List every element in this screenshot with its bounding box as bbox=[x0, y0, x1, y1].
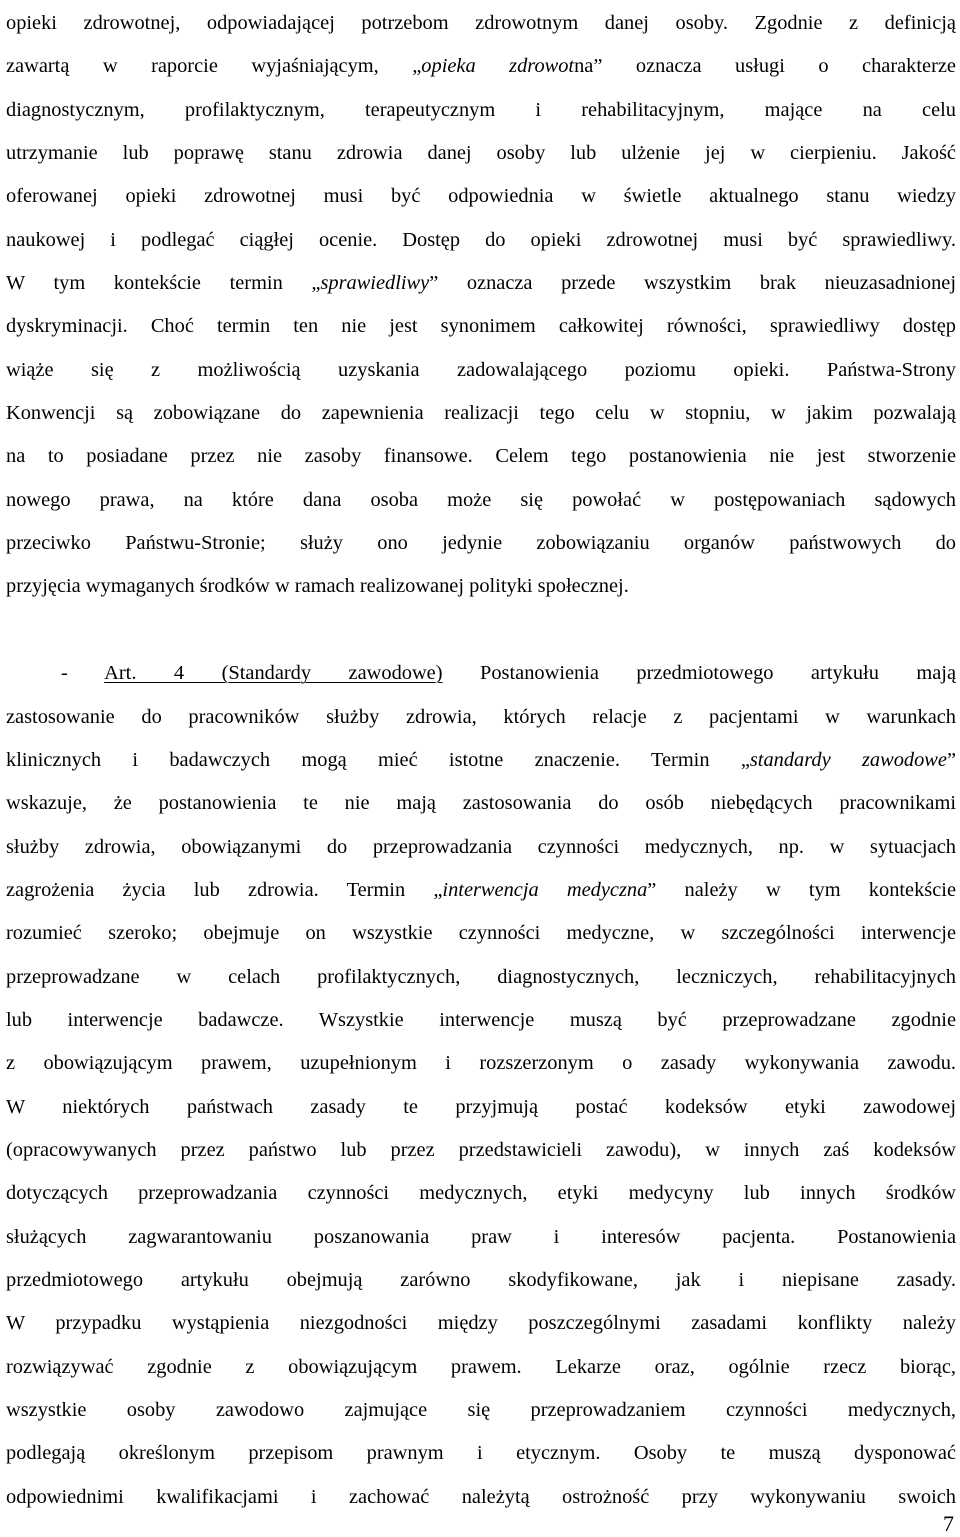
text-line: służby zdrowia, obowiązanymi do przeprowadzania czynności medycznych, np. w sytuacjach bbox=[6, 835, 956, 858]
text-line: rozumieć szeroko; obejmuje on wszystkie czynności medyczne, w szczególności interwencje bbox=[6, 922, 956, 945]
italic-term: opieka zdrowot bbox=[421, 55, 575, 78]
italic-term: interwencja medyczna bbox=[442, 878, 648, 901]
italic-term: standardy zawodowe bbox=[749, 748, 947, 771]
text-line: Konwencji są zobowiązane do zapewnienia realizacji tego celu w stopniu, w jakim pozwalają bbox=[6, 402, 956, 425]
text-line: naukowej i podlegać ciągłej ocenie. Dostęp do opieki zdrowotnej musi być sprawiedliwy. bbox=[6, 228, 956, 251]
text-line: odpowiednimi kwalifikacjami i zachować należytą ostrożność przy wykonywaniu swoich bbox=[6, 1485, 956, 1508]
text-line: diagnostycznym, profilaktycznym, terapeutycznym i rehabilitacyjnym, mające na celu bbox=[6, 98, 956, 121]
text-line: dotyczących przeprowadzania czynności medycznych, etyki medycyny lub innych środków bbox=[6, 1182, 956, 1205]
text-run: zawartą w raporcie wyjaśniającym, „ bbox=[6, 55, 422, 78]
text-line: przedmiotowego artykułu obejmują zarówno skodyfikowane, jak i niepisane zasady. bbox=[6, 1268, 956, 1291]
text-line: wiąże się z możliwością uzyskania zadowalającego poziomu opieki. Państwa-Strony bbox=[6, 358, 956, 381]
text-line: oferowanej opieki zdrowotnej musi być odpowiednia w świetle aktualnego stanu wiedzy bbox=[6, 185, 956, 208]
text-line: utrzymanie lub poprawę stanu zdrowia danej osoby lub ulżenie jej w cierpieniu. Jakość bbox=[6, 142, 956, 165]
text-line: nowego prawa, na które dana osoba może się powołać w postępowaniach sądowych bbox=[6, 488, 956, 511]
document-body bbox=[6, 2, 956, 1519]
text-line: przyjęcia wymaganych środków w ramach realizowanej polityki społecznej. bbox=[6, 575, 629, 598]
text-run: Postanowienia przedmiotowego artykułu mają bbox=[442, 662, 956, 685]
text-line: przeprowadzane w celach profilaktycznych, diagnostycznych, leczniczych, rehabilitacyjnych bbox=[6, 965, 956, 988]
text-line: (opracowywanych przez państwo lub przez przedstawicieli zawodu), w innych zaś kodeksów bbox=[6, 1138, 956, 1161]
text-run: na” oznacza usługi o charakterze bbox=[574, 55, 956, 78]
article-heading: Art. 4 (Standardy zawodowe) bbox=[104, 662, 443, 685]
text-line: zastosowanie do pracowników służby zdrowia, których relacje z pacjentami w warunkach bbox=[6, 705, 956, 728]
text-line: W przypadku wystąpienia niezgodności między poszczególnymi zasadami konflikty należy bbox=[6, 1312, 956, 1335]
text-line bbox=[6, 652, 956, 695]
text-run: zagrożenia życia lub zdrowia. Termin „ bbox=[6, 878, 443, 901]
text-line: wszystkie osoby zawodowo zajmujące się przeprowadzaniem czynności medycznych, bbox=[6, 1399, 956, 1421]
text-run: klinicznych i badawczych mogą mieć istotne znaczenie. Termin „ bbox=[6, 748, 750, 771]
text-line bbox=[6, 869, 956, 912]
text-line: dyskryminacji. Choć termin ten nie jest synonimem całkowitej równości, sprawiedliwy dostęp bbox=[6, 315, 956, 338]
page-number: 7 bbox=[943, 1511, 954, 1536]
paragraph-article-4 bbox=[6, 652, 956, 1519]
text-line: podlegają określonym przepisom prawnym i etycznym. Osoby te muszą dysponować bbox=[6, 1442, 956, 1465]
text-line: przeciwko Państwu-Stronie; służy ono jedynie zobowiązaniu organów państwowych do bbox=[6, 532, 956, 555]
text-run: ” należy w tym kontekście bbox=[647, 878, 956, 901]
list-dash: - bbox=[61, 662, 105, 685]
text-run: W tym kontekście termin „ bbox=[6, 272, 321, 295]
text-line: wskazuje, że postanowienia te nie mają zastosowania do osób niebędących pracownikami bbox=[6, 792, 956, 815]
text-run: ” bbox=[946, 748, 956, 771]
paragraph-health-care-access bbox=[6, 2, 956, 609]
text-line: z obowiązującym prawem, uzupełnionym i rozszerzonym o zasady wykonywania zawodu. bbox=[6, 1052, 956, 1075]
text-line: rozwiązywać zgodnie z obowiązującym prawem. Lekarze oraz, ogólnie rzecz biorąc, bbox=[6, 1355, 956, 1378]
text-line: lub interwencje badawcze. Wszystkie interwencje muszą być przeprowadzane zgodnie bbox=[6, 1008, 956, 1031]
text-line bbox=[6, 262, 956, 305]
text-line: opieki zdrowotnej, odpowiadającej potrzebom zdrowotnym danej osoby. Zgodnie z definicją bbox=[6, 12, 956, 34]
text-line: na to posiadane przez nie zasoby finansowe. Celem tego postanowienia nie jest stworzenie bbox=[6, 445, 956, 468]
text-line bbox=[6, 739, 956, 782]
text-line: służących zagwarantowaniu poszanowania praw i interesów pacjenta. Postanowienia bbox=[6, 1225, 956, 1248]
text-line bbox=[6, 45, 956, 88]
text-line: W niektórych państwach zasady te przyjmują postać kodeksów etyki zawodowej bbox=[6, 1095, 956, 1118]
text-run: ” oznacza przede wszystkim brak nieuzasadnionej bbox=[429, 272, 956, 295]
paragraph-spacer bbox=[6, 609, 956, 652]
italic-term: sprawiedliwy bbox=[320, 272, 430, 295]
